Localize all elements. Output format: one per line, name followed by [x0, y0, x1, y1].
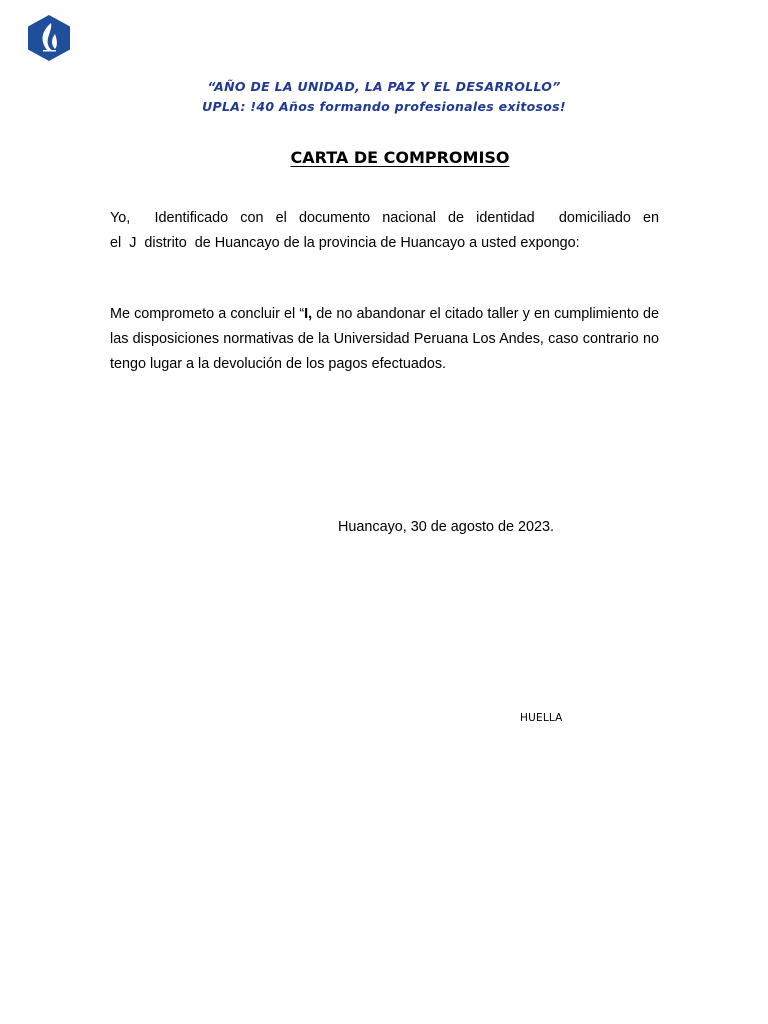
fingerprint-label: HUELLA	[520, 712, 563, 724]
motto-line-1: “AÑO DE LA UNIDAD, LA PAZ Y EL DESARROLLO”	[207, 79, 561, 94]
university-logo-icon	[26, 14, 72, 62]
identity-line-2: el J distrito de Huancayo de la provincia de Huancayo a usted expongo:	[110, 235, 580, 251]
identity-line-1: Yo, Identificado con el documento nacional de identidad domiciliado en	[110, 210, 659, 226]
commitment-prefix: Me comprometo a concluir el “	[110, 306, 305, 322]
motto-line-2: UPLA: !40 Años formando profesionales exitosos!	[202, 99, 566, 114]
commitment-paragraph	[110, 302, 659, 377]
commitment-bold-text: I,	[304, 306, 313, 322]
date-line: Huancayo, 30 de agosto de 2023.	[338, 519, 555, 535]
commitment-suffix: de no abandonar el citado taller y en cumplimiento de las disposiciones normativas de la Universidad Peruana Los Andes, caso contrario no tengo lugar a la devolución de los pagos efectuados.	[110, 306, 660, 372]
identity-paragraph	[110, 206, 659, 256]
document-title: CARTA DE COMPROMISO	[290, 148, 510, 167]
